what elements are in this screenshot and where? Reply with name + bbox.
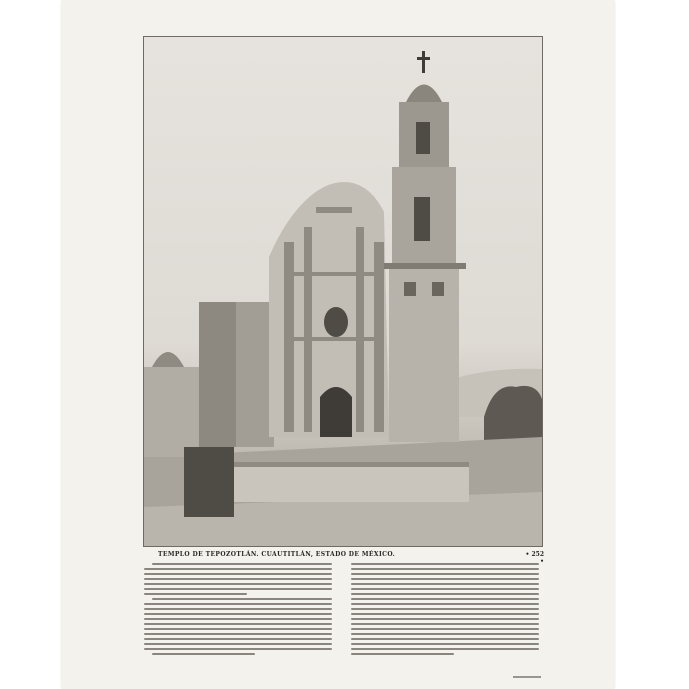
tower-balcony (384, 263, 466, 269)
text-line (351, 633, 539, 635)
text-line (144, 588, 332, 590)
bell-opening (416, 122, 430, 154)
text-line (351, 628, 539, 630)
text-line (144, 633, 332, 635)
church-photograph (143, 36, 543, 547)
magazine-page (62, 0, 614, 689)
oval-window (324, 307, 348, 337)
text-line (351, 568, 539, 570)
body-text-column-left (144, 563, 332, 658)
text-line (351, 598, 539, 600)
text-line (351, 573, 539, 575)
text-line (351, 653, 454, 655)
foreground-wall (229, 462, 469, 502)
text-line (351, 583, 539, 585)
text-line (144, 568, 332, 570)
text-line (144, 628, 332, 630)
text-line (144, 608, 332, 610)
text-line (351, 588, 539, 590)
text-line (351, 603, 539, 605)
continued-note (513, 676, 541, 678)
church-illustration (144, 37, 542, 546)
text-line (351, 643, 539, 645)
text-line (351, 593, 539, 595)
text-line (144, 643, 332, 645)
text-line (144, 578, 332, 580)
text-line (144, 648, 332, 650)
dome (152, 352, 184, 367)
main-door (320, 387, 352, 437)
tower-window (432, 282, 444, 296)
bell-opening (414, 197, 430, 241)
cross (417, 57, 430, 60)
tower-cupola (406, 85, 442, 103)
text-line (351, 613, 539, 615)
wall-shadow (184, 447, 234, 517)
text-line (152, 598, 332, 600)
text-line (144, 573, 332, 575)
nave-wall-light (236, 302, 274, 447)
text-line (144, 638, 332, 640)
text-line (351, 608, 539, 610)
text-line (144, 618, 332, 620)
wall-top (229, 462, 469, 467)
page-number: • 252 • (525, 551, 544, 565)
tower-window (404, 282, 416, 296)
side-building (144, 367, 204, 457)
text-line (351, 638, 539, 640)
photo-caption: TEMPLO DE TEPOZOTLÁN. CUAUTITLÁN, ESTADO DE MÉXICO. (158, 551, 396, 558)
text-line (351, 648, 539, 650)
text-line (144, 603, 332, 605)
text-line (144, 623, 332, 625)
text-line (351, 623, 539, 625)
text-line (152, 563, 332, 565)
text-line (351, 563, 539, 565)
text-line (144, 593, 247, 595)
text-line (144, 583, 332, 585)
tower-base (389, 267, 459, 442)
body-text-column-right (351, 563, 539, 658)
text-line (152, 653, 255, 655)
text-line (351, 618, 539, 620)
text-line (351, 578, 539, 580)
cross (422, 51, 425, 73)
text-line (144, 613, 332, 615)
